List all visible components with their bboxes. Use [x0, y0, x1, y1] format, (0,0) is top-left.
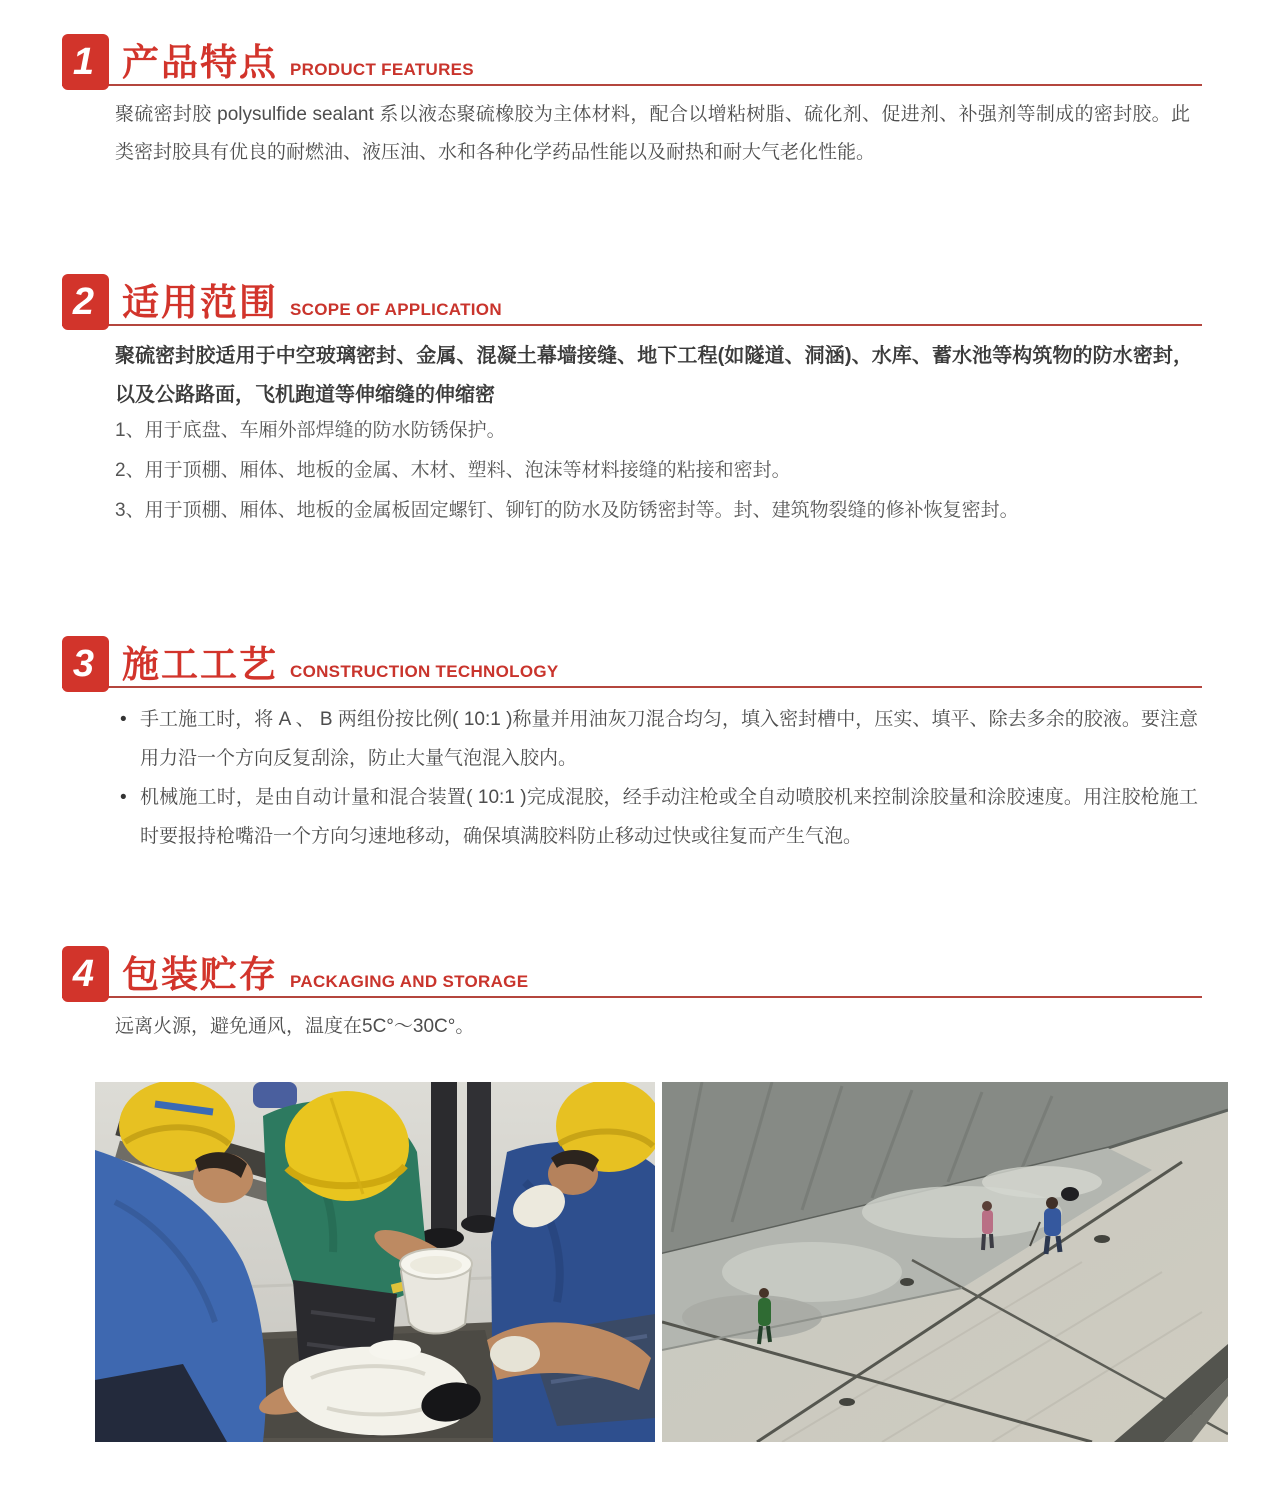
section-1-number-badge: 1 — [62, 34, 109, 90]
list-item: 1、用于底盘、车厢外部焊缝的防水防锈保护。 — [115, 420, 506, 441]
list-item: 3、用于顶棚、厢体、地板的金属板固定螺钉、铆钉的防水及防锈密封等。封、建筑物裂缝的修补恢复密封。 — [115, 500, 1019, 521]
section-3-number-badge: 3 — [62, 636, 109, 692]
section-3-title-zh: 施工工艺 — [122, 644, 278, 685]
section-4-header — [62, 946, 1202, 998]
section-1-header — [62, 34, 1202, 86]
section-3-bullets — [118, 700, 1198, 856]
photo-row — [95, 1082, 1228, 1442]
section-4-title-en: PACKAGING AND STORAGE — [290, 972, 529, 991]
section-4-paragraph: 远离火源，避免通风，温度在5C°～30C°。 — [115, 1016, 475, 1037]
photo-workers-sealant — [95, 1082, 655, 1442]
bullet-item — [118, 700, 1198, 778]
list-item: 2、用于顶棚、厢体、地板的金属、木材、塑料、泡沫等材料接缝的粘接和密封。 — [115, 460, 791, 481]
section-2-title-zh: 适用范围 — [122, 282, 278, 323]
section-2-header — [62, 274, 1202, 326]
section-1-title-zh: 产品特点 — [122, 42, 278, 83]
section-2-lead-paragraph: 聚硫密封胶适用于中空玻璃密封、金属、混凝土幕墙接缝、地下工程(如隧道、洞涵)、水库、蓄水池等构筑物的防水密封，以及公路路面，飞机跑道等伸缩缝的伸缩密 — [115, 345, 1193, 406]
bullet-dot-icon: • — [120, 787, 127, 808]
section-2-title-en: SCOPE OF APPLICATION — [290, 300, 502, 319]
section-1-paragraph: 聚硫密封胶 polysulfide sealant 系以液态聚硫橡胶为主体材料，配合以增粘树脂、硫化剂、促进剂、补强剂等制成的密封胶。此类密封胶具有优良的耐燃油、液压油、水和各种化学药品性能以及耐热和耐大气老化性能。 — [115, 104, 1190, 163]
bullet-text: 手工施工时，将 A 、 B 两组份按比例( 10:1 )称量并用油灰刀混合均匀，填入密封槽中，压实、填平、除去多余的胶液。要注意用力沿一个方向反复刮涂，防止大量气泡混入胶内。 — [140, 709, 1198, 769]
section-4-number-badge: 4 — [62, 946, 109, 1002]
section-2-list — [115, 417, 1195, 537]
section-1-title-en: PRODUCT FEATURES — [290, 60, 474, 79]
section-2-number-badge: 2 — [62, 274, 109, 330]
photo-dam-slope-workers — [662, 1082, 1228, 1442]
section-3-header — [62, 636, 1202, 688]
bullet-text: 机械施工时，是由自动计量和混合装置( 10:1 )完成混胶，经手动注枪或全自动喷胶机来控制涂胶量和涂胶速度。用注胶枪施工时要报持枪嘴沿一个方向匀速地移动，确保填满胶料防止移动过快或往复而产生气泡。 — [140, 787, 1198, 847]
section-4-title-zh: 包装贮存 — [122, 954, 278, 995]
bullet-dot-icon: • — [120, 709, 127, 730]
bullet-item — [118, 778, 1198, 856]
section-3-title-en: CONSTRUCTION TECHNOLOGY — [290, 662, 559, 681]
